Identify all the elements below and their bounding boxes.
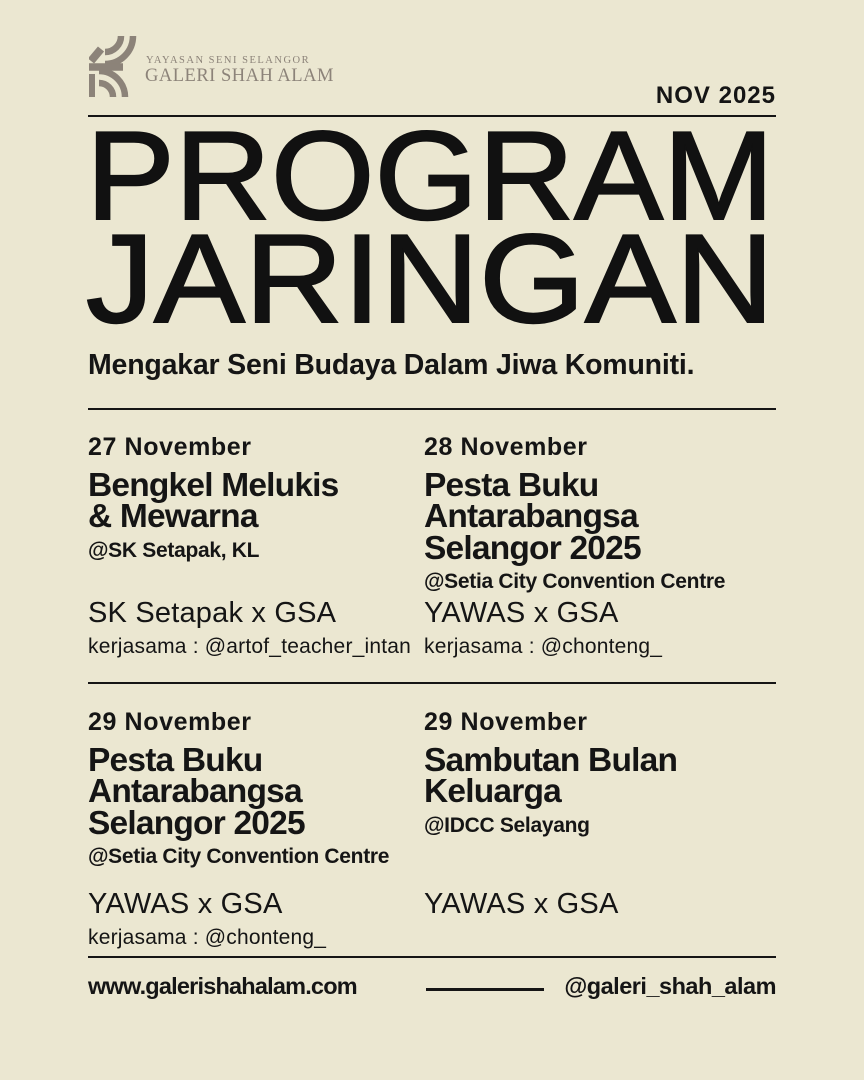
event-title [424, 466, 776, 567]
issue-month: NOV 2025 [655, 82, 776, 109]
event-partner-block [88, 889, 326, 950]
event-venue: @IDCC Selayang [424, 813, 590, 837]
event-date: 28 November [424, 433, 588, 461]
events-row-2 [88, 684, 776, 957]
event-title [88, 466, 414, 536]
event-date: 27 November [88, 433, 252, 461]
event-title-line: Bengkel Melukis [88, 466, 339, 504]
event-title-line: & Mewarna [88, 498, 258, 536]
event-partner: YAWAS x GSA [88, 888, 283, 920]
event-title-line: Antarabangsa [88, 773, 302, 811]
event-title-line: Antarabangsa [424, 498, 638, 536]
event-title-line: Pesta Buku [88, 741, 263, 779]
event-partner: SK Setapak x GSA [88, 597, 337, 629]
event-title-line: Selangor 2025 [424, 529, 641, 567]
gallery-name: GALERI SHAH ALAM [145, 66, 334, 86]
event-title [424, 741, 776, 811]
poster-title [84, 118, 776, 330]
title-line1: PROGRAM [86, 118, 775, 246]
event-title-line: Pesta Buku [424, 466, 599, 504]
event-venue: @Setia City Convention Centre [424, 570, 726, 594]
event-card-3 [88, 684, 414, 957]
event-collab: kerjasama : @artof_teacher_intan [88, 634, 412, 658]
footer-center-line [426, 988, 544, 991]
event-title-line: Keluarga [424, 773, 561, 811]
tagline: Mengakar Seni Budaya Dalam Jiwa Komuniti. [88, 349, 695, 381]
event-partner: YAWAS x GSA [424, 888, 619, 920]
event-venue: @Setia City Convention Centre [88, 845, 390, 869]
event-date: 29 November [424, 708, 588, 736]
header-divider [88, 115, 776, 117]
event-title [88, 741, 414, 842]
event-title-line: Selangor 2025 [88, 804, 305, 842]
footer-divider [88, 956, 776, 958]
gsa-logo-icon [89, 36, 138, 97]
event-venue: @SK Setapak, KL [88, 538, 260, 562]
event-collab: kerjasama : @chonteng_ [424, 634, 663, 658]
event-card-1 [88, 409, 414, 682]
event-collab: kerjasama : @chonteng_ [88, 925, 327, 949]
event-date: 29 November [88, 708, 252, 736]
event-partner-block [424, 598, 662, 659]
event-partner-block [88, 598, 411, 659]
title-line2: JARINGAN [86, 208, 774, 330]
instagram-handle[interactable]: @galeri_shah_alam [564, 973, 776, 999]
event-partner: YAWAS x GSA [424, 597, 619, 629]
event-card-4 [424, 684, 776, 957]
event-partner-block [424, 889, 619, 921]
website-link[interactable]: www.galerishahalam.com [88, 973, 357, 999]
event-card-2 [424, 409, 776, 682]
org-name: YAYASAN SENI SELANGOR [146, 55, 311, 66]
event-title-line: Sambutan Bulan [424, 741, 678, 779]
events-row-1 [88, 409, 776, 682]
